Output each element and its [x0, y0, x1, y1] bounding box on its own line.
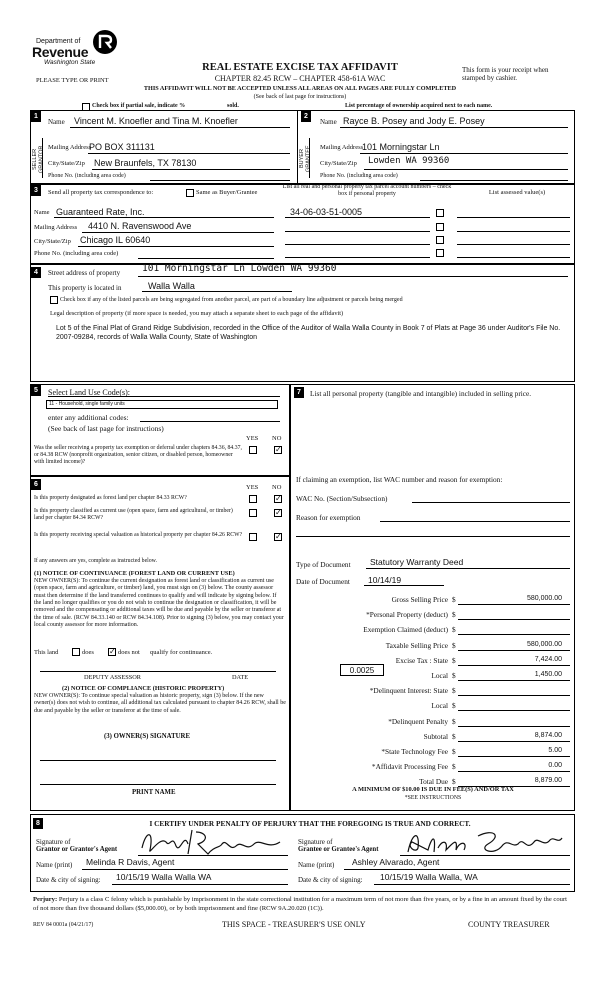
exemption-no-checkbox[interactable]: ✓ — [275, 445, 282, 454]
grantor-sig-label-1: Signature of — [36, 838, 71, 846]
partial-sale-label: Check box if partial sale, indicate % — [92, 103, 186, 109]
current-use-yes-checkbox[interactable] — [249, 509, 257, 517]
this-land-label: This land — [34, 649, 59, 656]
sold-label: sold. — [227, 103, 239, 109]
logo-name-text: Revenue — [32, 44, 89, 60]
buyer-city-label: City/State/Zip — [320, 160, 357, 167]
document-type-label: Type of Document — [296, 560, 351, 569]
grantee-sig-label-1: Signature of — [298, 838, 333, 846]
land-does-not-checkbox[interactable]: ✓ — [109, 647, 116, 656]
forest-yes-checkbox[interactable] — [249, 495, 257, 503]
local-rate-box[interactable] — [340, 664, 384, 676]
corr-name[interactable]: Guaranteed Rate, Inc. — [56, 207, 145, 217]
seller-city[interactable]: New Braunfels, TX 78130 — [94, 158, 197, 168]
qualify-label: qualify for continuance. — [150, 649, 213, 656]
same-as-buyer-checkbox[interactable] — [186, 189, 194, 197]
does-label: does — [82, 649, 94, 656]
tax-row-value[interactable]: 8,879.00 — [534, 777, 562, 785]
document-date-label: Date of Document — [296, 577, 350, 586]
corr-mailing[interactable]: 4410 N. Ravenswood Ave — [88, 221, 192, 231]
located-in-label: This property is located in — [48, 284, 122, 292]
dollar-sign: $ — [452, 686, 456, 696]
section-6-number: 6 — [31, 479, 41, 490]
s6-yes-header: YES — [246, 484, 259, 491]
logo-state-text: Washington State — [44, 59, 96, 66]
document-date[interactable]: 10/14/19 — [368, 575, 402, 585]
same-as-buyer-label: Same as Buyer/Grantee — [196, 189, 258, 196]
certify-statement: I CERTIFY UNDER PENALTY OF PERJURY THAT THE FOREGOING IS TRUE AND CORRECT. — [149, 819, 471, 828]
tax-row-label: *State Technology Fee — [381, 747, 448, 756]
grantor-signature[interactable] — [136, 826, 286, 858]
dollar-sign: $ — [452, 731, 456, 741]
forest-no-checkbox[interactable]: ✓ — [275, 494, 282, 503]
perjury-bold: Perjury: — [33, 896, 58, 903]
land-use-select[interactable] — [46, 400, 278, 409]
perjury-notice — [33, 896, 571, 913]
dollar-sign: $ — [452, 671, 456, 680]
historic-question: Is this property receiving special valuation as historical property per chapter 84.26 RCW? — [34, 532, 243, 538]
form-title: REAL ESTATE EXCISE TAX AFFIDAVIT — [202, 62, 398, 73]
percentage-note: List percentage of ownership acquired next to each name. — [345, 103, 493, 109]
tax-row-label: Total Due — [419, 777, 448, 787]
dollar-sign: $ — [452, 625, 456, 635]
grantor-date-city[interactable]: 10/15/19 Walla Walla WA — [116, 872, 212, 882]
exemption-question: Was the seller receiving a property tax exemption or deferral under chapters 84.36, 84.37, or 84.38 RCW (nonprofit organization, senior citizen, or disabled person, homeowner with limited income)? — [34, 445, 242, 466]
treasurer-space: THIS SPACE - TREASURER'S USE ONLY — [222, 920, 366, 929]
additional-codes-label: enter any additional codes: — [48, 413, 129, 422]
tax-row-value[interactable]: 8,874.00 — [534, 731, 562, 739]
dollar-sign: $ — [452, 595, 456, 604]
tax-row-value[interactable]: 580,000.00 — [526, 640, 562, 648]
buyer-mailing-label: Mailing Address — [320, 144, 364, 151]
corr-name-label: Name — [34, 209, 50, 216]
seller-name-label: Name — [48, 118, 65, 126]
tax-row-label: Local — [431, 701, 448, 711]
legal-description-label: Legal description of property (if more space is needed, you may attach a separate sheet to each page of the affidavit) — [50, 310, 344, 317]
please-type: PLEASE TYPE OR PRINT — [36, 77, 109, 84]
assessor-date-label: DATE — [232, 674, 249, 681]
buyer-mailing[interactable]: 101 Morningstar Ln — [362, 142, 440, 152]
print-name-label: PRINT NAME — [132, 789, 176, 796]
local-rate: 0.0025 — [349, 666, 375, 675]
claim-exemption-label: If claiming an exemption, list WAC number and reason for exemption: — [296, 475, 503, 484]
form-subtitle: CHAPTER 82.45 RCW – CHAPTER 458-61A WAC — [214, 74, 386, 83]
dollar-sign: $ — [452, 655, 456, 665]
document-type[interactable]: Statutory Warranty Deed — [370, 557, 464, 567]
parcel-2-personal-checkbox[interactable] — [436, 223, 444, 231]
perjury-text: Perjury is a class C felony which is punishable by imprisonment in the state correctional institution for a maximum term of not more than five years, or by a fine in an amount fixed by the court of not more than five thousand dollars ($5,000.00), or by both imprisonment and fine (RCW 9A.20.020 (1C)). — [33, 896, 567, 912]
tax-row-value[interactable]: 580,000.00 — [526, 595, 562, 602]
dollar-sign: $ — [452, 777, 456, 787]
seller-mailing-label: Mailing Address — [48, 144, 92, 151]
section-4-box — [30, 264, 575, 382]
grantor-sig-label-2: Grantor or Grantor's Agent — [36, 846, 118, 853]
assessed-values-label: List assessed value(s) — [488, 189, 546, 196]
street-address[interactable]: 101 Morningstar Ln Lowden WA 99360 — [142, 263, 337, 274]
located-in[interactable]: Walla Walla — [148, 281, 195, 291]
continuance-title: (1) NOTICE OF CONTINUANCE (FOREST LAND OR CURRENT USE) — [34, 570, 235, 577]
tax-row-label: Exemption Claimed (deduct) — [363, 625, 448, 635]
forest-question: Is this property designated as forest land per chapter 84.33 RCW? — [34, 495, 187, 501]
current-use-question: Is this property classified as current use (open space, farm and agricultural, or timber) land per chapter 84.34 RCW? — [34, 508, 233, 522]
section-8-number: 8 — [33, 818, 43, 829]
tax-row-label: Local — [431, 671, 448, 680]
continuance-text: NEW OWNER(S): To continue the current designation as forest land or classification as current use (open space, farm and agriculture, or timber) land, you must sign on (3) below. The county assessor must then determine if the land transferred continues to qualify and will indicate by signing below. If the land no longer qualifies or you do not wish to continue the designation or classification, it will be removed and the compensating or additional taxes will be due and payable by the seller or transferor at the time of sale. (RCW 84.33.140 or RCW 84.34.108). Prior to signing (3) below, you may contact your local county assessor for more information. — [34, 578, 284, 628]
grantee-sig-label-2: Grantee or Grantee's Agent — [298, 846, 379, 853]
street-address-label: Street address of property — [48, 269, 121, 277]
seller-mailing[interactable]: PO BOX 311131 — [89, 142, 155, 152]
seller-side-label: SELLER GRANTOR — [32, 145, 45, 173]
segregated-label: Check box if any of the listed parcels are being segregated from another parcel, are part of a boundary line adjustment or parcels being merged — [60, 297, 403, 303]
section-3-number: 3 — [31, 185, 41, 196]
section-7-number: 7 — [294, 387, 304, 398]
grantee-signature[interactable] — [398, 826, 568, 858]
section-5-number: 5 — [31, 385, 41, 396]
tax-row-label: Subtotal — [423, 731, 448, 741]
corr-phone-label: Phone No. (including area code) — [34, 250, 119, 257]
seller-city-label: City/State/Zip — [48, 160, 85, 167]
s5-no-header: NO — [272, 435, 282, 442]
county-treasurer: COUNTY TREASURER — [468, 920, 550, 929]
not-accepted-notice: THIS AFFIDAVIT WILL NOT BE ACCEPTED UNLESS ALL AREAS ON ALL PAGES ARE FULLY COMPLETED — [143, 85, 457, 92]
logo-dept-text: Department of — [36, 38, 81, 45]
wac-number-label: WAC No. (Section/Subsection) — [296, 494, 388, 503]
corr-city[interactable]: Chicago IL 60640 — [80, 235, 151, 245]
land-does-checkbox[interactable] — [72, 648, 80, 656]
grantor-name[interactable]: Melinda R Davis, Agent — [86, 857, 175, 867]
tax-row-label: Gross Selling Price — [391, 595, 448, 604]
minimum-fee-note: A MINIMUM OF $10.00 IS DUE IN FEE(S) AND/OR TAX — [352, 786, 514, 793]
s6-no-header: NO — [272, 484, 282, 491]
tax-row-value[interactable]: 5.00 — [548, 747, 562, 754]
form-number: REV 84 0001a (04/21/17) — [33, 922, 94, 928]
parcel-3-personal-checkbox[interactable] — [436, 236, 444, 244]
if-yes-note: If any answers are yes, complete as instructed below. — [34, 558, 157, 564]
dollar-sign: $ — [452, 716, 456, 726]
parcel-number[interactable]: 34-06-03-51-0005 — [290, 207, 363, 217]
dollar-sign: $ — [452, 701, 456, 711]
tax-row-value[interactable]: 1,450.00 — [534, 671, 562, 678]
section-4-number: 4 — [31, 267, 41, 278]
exemption-yes-checkbox[interactable] — [249, 446, 257, 454]
seller-name[interactable]: Vincent M. Knoefler and Tina M. Knoefler — [74, 116, 238, 126]
tax-row-label: *Delinquent Penalty — [388, 716, 448, 726]
land-use-see-back: (See back of last page for instructions) — [48, 424, 164, 433]
tax-row-label: *Personal Property (deduct) — [366, 610, 448, 620]
receipt-note: This form is your receipt when stamped by cashier. — [462, 66, 549, 83]
compliance-title: (2) NOTICE OF COMPLIANCE (HISTORIC PROPERTY) — [62, 685, 225, 692]
buyer-phone-label: Phone No. (including area code) — [320, 173, 398, 179]
see-instructions-note: *SEE INSTRUCTIONS — [404, 795, 462, 801]
legal-description[interactable]: Lot 5 of the Final Plat of Grand Ridge Subdivision, recorded in the Office of the Auditor of Walla Walla County in Book 7 of Plats at Page 36 under Auditor's File No. 2007-09284, records of Walla Walla County, State of Washington — [56, 325, 561, 342]
see-back-instructions: (See back of last page for instructions) — [253, 94, 347, 100]
revenue-logo-icon — [92, 29, 118, 55]
deputy-assessor-label: DEPUTY ASSESSOR — [84, 674, 141, 681]
section-1-number: 1 — [31, 111, 41, 122]
buyer-city[interactable]: Lowden WA 99360 — [368, 156, 450, 166]
send-correspondence-label: Send all property tax correspondence to: — [48, 189, 154, 196]
tax-row-label: *Affidavit Processing Fee — [371, 762, 448, 772]
buyer-side-label: BUYER GRANTEE — [299, 145, 312, 173]
tax-row-label: Taxable Selling Price — [385, 640, 448, 650]
tax-row-label: *Delinquent Interest: State — [369, 686, 448, 696]
personal-property-label: List all personal property (tangible and intangible) included in selling price. — [310, 389, 532, 398]
tax-row-label: Excise Tax : State — [395, 655, 448, 665]
current-use-no-checkbox[interactable]: ✓ — [275, 508, 282, 517]
grantee-date-label: Date & city of signing: — [298, 876, 363, 884]
seller-phone-label: Phone No. (including area code) — [48, 173, 126, 179]
parcel-1-personal-checkbox[interactable] — [436, 209, 444, 217]
corr-city-label: City/State/Zip — [34, 238, 71, 245]
buyer-name-label: Name — [320, 118, 337, 126]
owner-signature-label: (3) OWNER(S) SIGNATURE — [104, 733, 190, 740]
grantor-name-label: Name (print) — [36, 861, 73, 869]
grantor-date-label: Date & city of signing: — [36, 876, 101, 884]
tax-row-value[interactable]: 0.00 — [548, 762, 562, 770]
land-use-value: 11 - Household, single family units — [49, 401, 125, 407]
segregated-checkbox[interactable] — [50, 296, 58, 304]
grantee-name[interactable]: Ashley Alvarado, Agent — [352, 857, 440, 867]
section-2-number: 2 — [301, 111, 311, 122]
tax-row-value[interactable]: 7,424.00 — [534, 655, 562, 663]
buyer-name[interactable]: Rayce B. Posey and Jody E. Posey — [343, 116, 485, 126]
dollar-sign: $ — [452, 640, 456, 650]
compliance-text: NEW OWNER(S): To continue special valuation as historic property, sign (3) below. If the new owner(s) does not wish to continue, all additional tax calculated pursuant to chapter 84.26 RCW, shall be due and payable by the seller or transferor at the time of sale. — [34, 693, 286, 714]
parcel-4-personal-checkbox[interactable] — [436, 249, 444, 257]
corr-mailing-label: Mailing Address — [34, 224, 78, 231]
dollar-sign: $ — [452, 610, 456, 620]
does-not-label: does not — [118, 649, 140, 656]
historic-yes-checkbox[interactable] — [249, 533, 257, 541]
exemption-reason-label: Reason for exemption — [296, 513, 361, 522]
grantee-name-label: Name (print) — [298, 861, 335, 869]
historic-no-checkbox[interactable]: ✓ — [275, 532, 282, 541]
select-land-use-label: Select Land Use Code(s): — [48, 388, 130, 397]
dollar-sign: $ — [452, 762, 456, 772]
dollar-sign: $ — [452, 747, 456, 756]
list-parcels-label: List all real and personal property tax parcel account numbers – check box if personal property — [282, 184, 452, 197]
grantee-date-city[interactable]: 10/15/19 Walla Walla, WA — [380, 872, 478, 882]
s5-yes-header: YES — [246, 435, 259, 442]
